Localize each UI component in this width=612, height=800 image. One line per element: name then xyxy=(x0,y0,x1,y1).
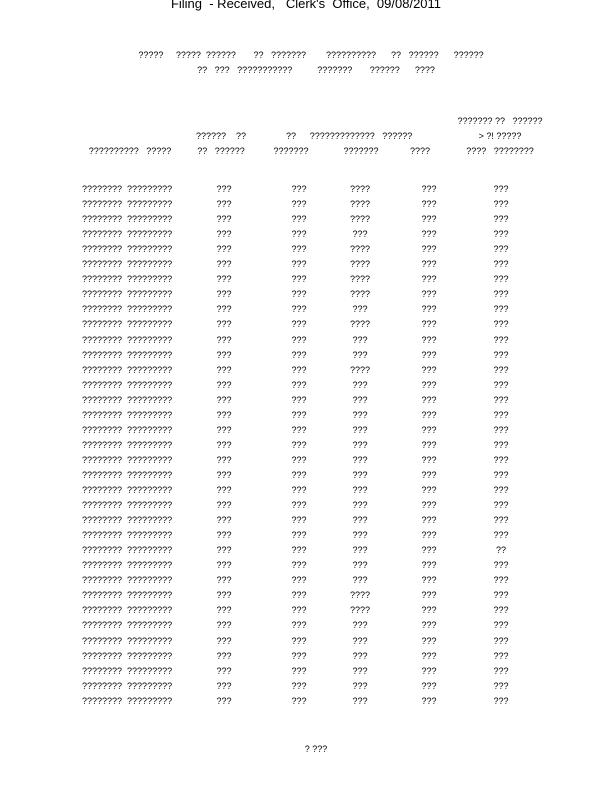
table-cell: ??? xyxy=(291,394,307,405)
table-cell: ??? xyxy=(216,259,232,270)
table-cell: ??? xyxy=(421,575,437,586)
table-cell: ???? xyxy=(349,259,371,270)
table-cell: ??? xyxy=(493,500,509,511)
row-label: ???????? ????????? xyxy=(82,184,173,194)
table-cell: ??? xyxy=(352,349,368,360)
table-cell: ??? xyxy=(421,379,437,390)
table-cell: ??? xyxy=(216,364,232,375)
table-cell: ??? xyxy=(352,530,368,541)
table-cell: ??? xyxy=(291,184,307,194)
table-cell: ??? xyxy=(291,214,307,225)
table-cell: ??? xyxy=(216,620,232,631)
table-cell: ??? xyxy=(216,334,232,345)
table-cell: ??? xyxy=(421,454,437,465)
table-cell: ??? xyxy=(493,184,509,194)
table-cell: ??? xyxy=(291,545,307,556)
table-cell: ??? xyxy=(216,424,232,435)
row-label: ???????? ????????? xyxy=(82,334,173,345)
table-cell: ??? xyxy=(216,575,232,586)
table-cell: ??? xyxy=(493,289,509,300)
row-label: ???????? ????????? xyxy=(82,259,173,270)
table-cell: ??? xyxy=(352,409,368,420)
table-cell: ??? xyxy=(421,635,437,646)
table-cell: ??? xyxy=(216,454,232,465)
row-label: ???????? ????????? xyxy=(82,469,173,480)
table-cell: ??? xyxy=(291,304,307,315)
table-cell: ??? xyxy=(291,469,307,480)
table-cell: ??? xyxy=(493,409,509,420)
doc-title-line-2: ?? ??? ??????????? ??????? ?????? ???? xyxy=(197,65,435,75)
table-cell: ??? xyxy=(216,590,232,601)
table-cell: ??? xyxy=(352,650,368,661)
row-label: ???????? ????????? xyxy=(82,424,173,435)
table-cell: ??? xyxy=(291,605,307,616)
table-cell: ??? xyxy=(291,680,307,691)
table-cell: ??? xyxy=(493,590,509,601)
table-cell: ??? xyxy=(493,575,509,586)
table-cell: ??? xyxy=(493,695,509,706)
table-cell: ??? xyxy=(216,184,232,194)
row-label: ???????? ????????? xyxy=(82,394,173,405)
row-label: ???????? ????????? xyxy=(82,304,173,315)
table-cell: ??? xyxy=(493,259,509,270)
row-label: ???????? ????????? xyxy=(82,379,173,390)
table-cell: ??? xyxy=(421,319,437,330)
table-cell: ??? xyxy=(352,334,368,345)
table-cell: ??? xyxy=(352,485,368,495)
table-cell: ??? xyxy=(493,439,509,450)
column-header-6: > ?! ????? xyxy=(478,131,522,141)
table-cell: ??? xyxy=(421,229,437,240)
table-cell: ??? xyxy=(352,545,368,556)
table-cell: ??? xyxy=(216,469,232,480)
table-cell: ??? xyxy=(493,620,509,631)
table-cell: ??? xyxy=(421,334,437,345)
table-cell: ??? xyxy=(291,575,307,586)
table-cell: ??? xyxy=(291,485,307,495)
row-label: ???????? ????????? xyxy=(82,560,173,571)
table-cell: ??? xyxy=(352,229,368,240)
table-cell: ??? xyxy=(291,665,307,676)
table-cell: ??? xyxy=(421,304,437,315)
table-cell: ??? xyxy=(421,244,437,255)
column-header-5: ???? xyxy=(409,146,431,156)
row-label: ???????? ????????? xyxy=(82,665,173,676)
table-cell: ???? xyxy=(349,590,371,601)
table-cell: ??? xyxy=(291,319,307,330)
table-cell: ??? xyxy=(421,620,437,631)
table-cell: ??? xyxy=(352,454,368,465)
table-cell: ??? xyxy=(421,605,437,616)
table-cell: ??? xyxy=(493,304,509,315)
row-label: ???????? ????????? xyxy=(82,409,173,420)
table-cell: ??? xyxy=(216,439,232,450)
table-cell: ??? xyxy=(216,695,232,706)
row-label: ???????? ????????? xyxy=(82,680,173,691)
table-cell: ??? xyxy=(291,274,307,285)
table-cell: ??? xyxy=(291,289,307,300)
table-cell: ??? xyxy=(352,500,368,511)
table-cell: ??? xyxy=(216,304,232,315)
table-cell: ??? xyxy=(352,665,368,676)
table-cell: ??? xyxy=(291,590,307,601)
table-cell: ??? xyxy=(291,424,307,435)
table-cell: ??? xyxy=(352,575,368,586)
table-cell: ??? xyxy=(216,199,232,210)
table-cell: ??? xyxy=(216,665,232,676)
table-cell: ??? xyxy=(421,650,437,661)
table-cell: ??? xyxy=(421,274,437,285)
table-cell: ??? xyxy=(421,349,437,360)
table-cell: ??? xyxy=(216,244,232,255)
table-cell: ??? xyxy=(421,364,437,375)
row-label: ???????? ????????? xyxy=(82,515,173,526)
table-cell: ??? xyxy=(216,289,232,300)
table-cell: ??? xyxy=(493,319,509,330)
table-cell: ???? xyxy=(349,364,371,375)
table-cell: ??? xyxy=(291,199,307,210)
table-cell: ??? xyxy=(291,530,307,541)
table-cell: ??? xyxy=(291,515,307,526)
table-cell: ??? xyxy=(216,635,232,646)
row-label: ???????? ????????? xyxy=(82,274,173,285)
column-header-3: ?? xyxy=(285,131,297,141)
table-cell: ??? xyxy=(291,244,307,255)
table-cell: ??? xyxy=(216,530,232,541)
table-cell: ??? xyxy=(291,500,307,511)
table-cell: ??? xyxy=(493,334,509,345)
table-cell: ??? xyxy=(352,695,368,706)
column-header-2: ?????? ?? xyxy=(195,131,247,141)
table-cell: ??? xyxy=(493,379,509,390)
row-label: ???????? ????????? xyxy=(82,485,173,495)
table-cell: ???? xyxy=(349,244,371,255)
table-cell: ??? xyxy=(421,590,437,601)
page-number: ? ??? xyxy=(304,744,328,754)
table-cell: ??? xyxy=(421,515,437,526)
row-label: ???????? ????????? xyxy=(82,590,173,601)
row-label: ???????? ????????? xyxy=(82,229,173,240)
table-cell: ??? xyxy=(216,349,232,360)
table-cell: ??? xyxy=(493,680,509,691)
table-cell: ??? xyxy=(493,605,509,616)
table-cell: ??? xyxy=(291,454,307,465)
table-cell: ???? xyxy=(349,289,371,300)
table-cell: ??? xyxy=(493,244,509,255)
table-cell: ??? xyxy=(352,424,368,435)
table-cell: ??? xyxy=(421,184,437,194)
table-cell: ??? xyxy=(421,560,437,571)
table-cell: ??? xyxy=(493,635,509,646)
table-cell: ??? xyxy=(493,485,509,495)
table-cell: ??? xyxy=(421,199,437,210)
table-cell: ??? xyxy=(216,500,232,511)
table-cell: ??? xyxy=(493,454,509,465)
table-cell: ??? xyxy=(216,650,232,661)
table-cell: ??? xyxy=(216,394,232,405)
table-cell: ??? xyxy=(352,304,368,315)
table-cell: ??? xyxy=(493,665,509,676)
table-cell: ??? xyxy=(291,695,307,706)
doc-title-line-1: ????? ????? ?????? ?? ??????? ?????????? ?? ?????? ?????? xyxy=(138,50,484,60)
table-cell: ??? xyxy=(291,635,307,646)
table-cell: ??? xyxy=(291,620,307,631)
table-cell: ???? xyxy=(349,274,371,285)
table-cell: ??? xyxy=(493,199,509,210)
table-cell: ??? xyxy=(216,214,232,225)
table-cell: ??? xyxy=(352,379,368,390)
row-label: ???????? ????????? xyxy=(82,530,173,541)
table-cell: ??? xyxy=(216,379,232,390)
table-cell: ??? xyxy=(216,605,232,616)
row-label: ???????? ????????? xyxy=(82,214,173,225)
table-cell: ??? xyxy=(493,349,509,360)
row-label: ???????? ????????? xyxy=(82,244,173,255)
table-cell: ??? xyxy=(216,560,232,571)
column-header-4: ??????? xyxy=(343,146,379,156)
row-label: ???????? ????????? xyxy=(82,364,173,375)
table-cell: ?? xyxy=(495,545,507,556)
table-cell: ??? xyxy=(421,394,437,405)
table-cell: ??? xyxy=(493,650,509,661)
table-cell: ??? xyxy=(493,229,509,240)
table-cell: ??? xyxy=(493,560,509,571)
row-label: ???????? ????????? xyxy=(82,289,173,300)
table-cell: ??? xyxy=(291,364,307,375)
table-cell: ??? xyxy=(421,469,437,480)
table-cell: ??? xyxy=(352,515,368,526)
table-cell: ??? xyxy=(493,364,509,375)
table-cell: ??? xyxy=(421,289,437,300)
table-cell: ??? xyxy=(352,560,368,571)
row-label: ???????? ????????? xyxy=(82,695,173,706)
column-header-3: ??????? xyxy=(273,146,309,156)
table-cell: ??? xyxy=(493,530,509,541)
row-label: ???????? ????????? xyxy=(82,620,173,631)
table-cell: ??? xyxy=(352,439,368,450)
table-cell: ??? xyxy=(216,515,232,526)
row-label: ???????? ????????? xyxy=(82,575,173,586)
row-label: ???????? ????????? xyxy=(82,500,173,511)
table-cell: ??? xyxy=(421,214,437,225)
table-cell: ??? xyxy=(216,485,232,495)
table-cell: ??? xyxy=(421,680,437,691)
table-cell: ???? xyxy=(349,199,371,210)
column-header-6: ???? ???????? xyxy=(466,146,534,156)
table-cell: ??? xyxy=(216,680,232,691)
table-cell: ??? xyxy=(352,680,368,691)
table-cell: ??? xyxy=(291,379,307,390)
table-cell: ??? xyxy=(493,214,509,225)
column-header-4: ????????????? ?????? xyxy=(309,131,413,141)
table-cell: ??? xyxy=(493,469,509,480)
filing-stamp: Filing - Received, Clerk's Office, 09/08/2011 xyxy=(170,0,442,11)
table-cell: ??? xyxy=(291,349,307,360)
table-cell: ??? xyxy=(421,259,437,270)
row-label: ???????? ????????? xyxy=(82,545,173,556)
table-cell: ??? xyxy=(421,500,437,511)
table-cell: ??? xyxy=(493,394,509,405)
table-cell: ??? xyxy=(216,409,232,420)
table-cell: ??? xyxy=(216,229,232,240)
table-cell: ??? xyxy=(352,635,368,646)
table-cell: ??? xyxy=(421,545,437,556)
table-cell: ??? xyxy=(291,439,307,450)
table-cell: ???? xyxy=(349,319,371,330)
row-label: ???????? ????????? xyxy=(82,319,173,330)
row-label: ???????? ????????? xyxy=(82,605,173,616)
table-cell: ??? xyxy=(421,665,437,676)
table-cell: ??? xyxy=(291,334,307,345)
table-cell: ??? xyxy=(291,560,307,571)
table-cell: ??? xyxy=(216,545,232,556)
row-label: ???????? ????????? xyxy=(82,635,173,646)
table-cell: ??? xyxy=(352,469,368,480)
row-label: ???????? ????????? xyxy=(82,439,173,450)
column-header-6: ??????? ?? ?????? xyxy=(457,116,543,126)
table-cell: ??? xyxy=(493,424,509,435)
table-cell: ??? xyxy=(352,394,368,405)
table-cell: ??? xyxy=(291,409,307,420)
table-cell: ??? xyxy=(421,695,437,706)
table-cell: ??? xyxy=(421,424,437,435)
table-cell: ??? xyxy=(421,485,437,495)
table-cell: ???? xyxy=(349,184,371,194)
row-label: ???????? ????????? xyxy=(82,454,173,465)
table-cell: ??? xyxy=(291,229,307,240)
table-cell: ??? xyxy=(493,515,509,526)
row-label: ???????? ????????? xyxy=(82,199,173,210)
table-cell: ??? xyxy=(291,259,307,270)
table-cell: ??? xyxy=(216,319,232,330)
table-cell: ??? xyxy=(216,274,232,285)
row-label: ???????? ????????? xyxy=(82,349,173,360)
table-cell: ??? xyxy=(421,530,437,541)
table-cell: ??? xyxy=(421,409,437,420)
table-cell: ??? xyxy=(291,650,307,661)
table-cell: ??? xyxy=(493,274,509,285)
column-header-2: ?? ?????? xyxy=(197,146,245,156)
row-label: ???????? ????????? xyxy=(82,650,173,661)
table-cell: ??? xyxy=(352,620,368,631)
table-cell: ???? xyxy=(349,214,371,225)
column-header-1: ?????????? ????? xyxy=(88,146,172,156)
table-cell: ???? xyxy=(349,605,371,616)
table-cell: ??? xyxy=(421,439,437,450)
